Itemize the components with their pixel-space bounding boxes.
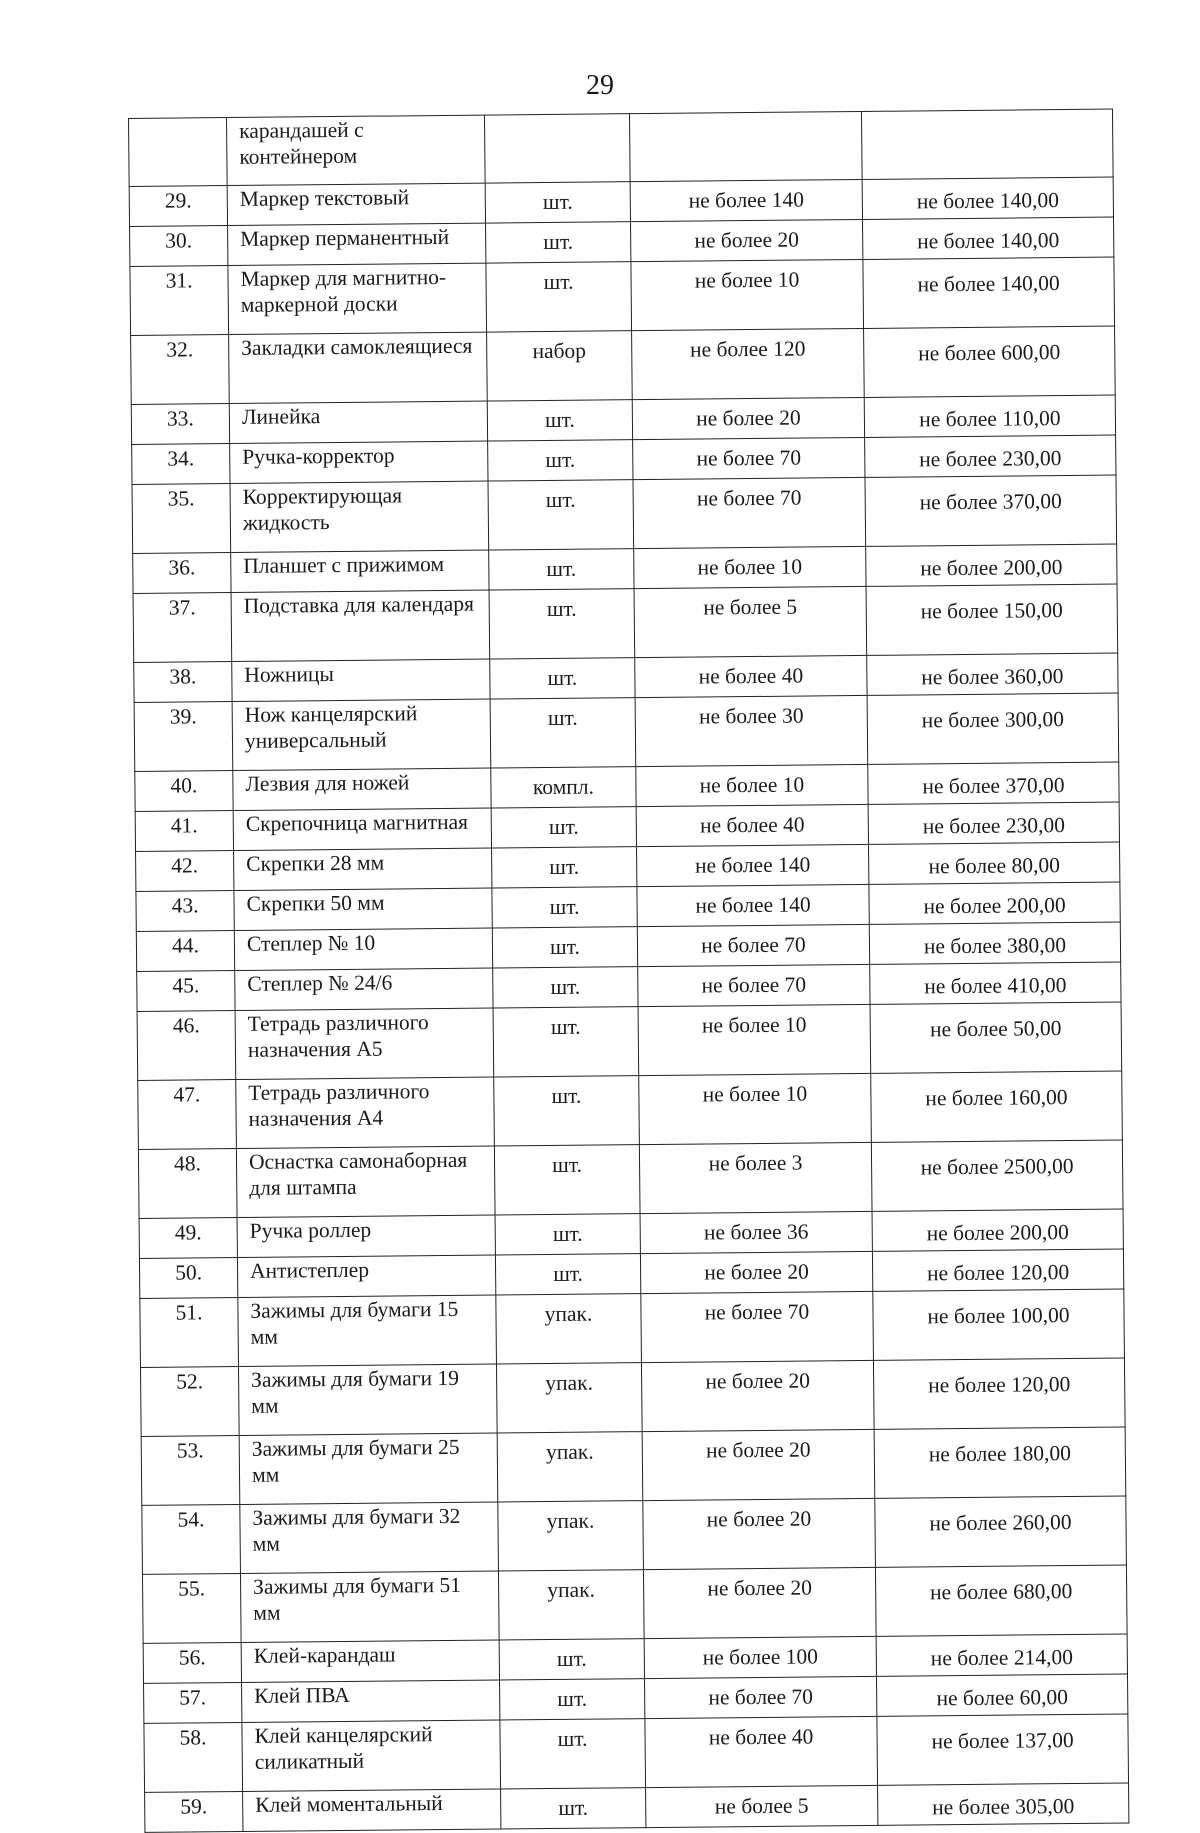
item-name: Маркер перманентный [228,223,486,265]
quantity-cell: не более 10 [636,764,868,806]
table-row [132,475,1117,553]
row-number: 41. [135,811,233,852]
item-name: Маркер текстовый [227,183,485,225]
item-name: Зажимы для бумаги 25 мм [239,1433,498,1504]
table-row [144,1714,1129,1792]
item-name: Тетрадь различного назначения А5 [235,1008,494,1079]
price-cell: не более 410,00 [870,962,1121,1004]
unit-cell: шт. [488,480,634,550]
item-name: Клей канцелярский силикатный [242,1720,501,1791]
price-cell: не более 230,00 [865,435,1116,477]
row-number: 59. [145,1791,243,1832]
table-row [131,326,1116,404]
quantity-cell: не более 70 [638,964,870,1006]
quantity-cell: не более 10 [639,1073,872,1144]
unit-cell: шт. [494,1145,640,1215]
unit-cell: шт. [495,1214,640,1255]
unit-cell: шт. [486,222,631,263]
price-cell: не более 110,00 [864,395,1115,437]
item-name: Закладки самоклеящиеся [229,332,488,403]
unit-cell: упак. [497,1432,643,1502]
price-cell: не более 600,00 [864,326,1116,397]
price-cell: не более 360,00 [867,653,1118,695]
row-number: 42. [136,851,234,892]
quantity-cell [629,111,862,181]
price-cell: не более 200,00 [872,1209,1123,1251]
row-number: 32. [131,335,230,405]
quantity-cell: не более 70 [633,437,865,479]
price-cell: не более 80,00 [869,842,1120,884]
price-cell: не более 370,00 [865,475,1117,546]
item-name: Тетрадь различного назначения А4 [236,1077,495,1148]
table-row [137,1002,1122,1080]
unit-cell: шт. [501,1788,646,1829]
item-name: Скрепки 50 мм [234,888,492,930]
unit-cell: шт. [499,1639,644,1680]
item-name: Подставка для календаря [231,590,490,661]
table-row-continued [129,109,1114,186]
unit-cell: компл. [491,767,636,808]
unit-cell: упак. [498,1570,644,1640]
item-name: Лезвия для ножей [233,768,491,810]
unit-cell: шт. [485,182,630,223]
price-cell: не более 60,00 [876,1674,1127,1716]
unit-cell: шт. [491,807,636,848]
price-cell: не более 120,00 [873,1358,1125,1429]
item-name: Ручка роллер [237,1215,495,1257]
row-number: 48. [138,1149,237,1219]
quantity-cell: не более 36 [640,1211,872,1253]
price-cell: не более 160,00 [871,1071,1123,1142]
row-number: 47. [138,1080,237,1150]
quantity-cell: не более 3 [639,1142,872,1213]
price-cell: не более 305,00 [878,1783,1129,1825]
quantity-cell: не более 70 [633,477,866,548]
row-number: 58. [144,1722,243,1792]
unit-cell: шт. [490,658,635,699]
table-row [142,1565,1127,1643]
quantity-cell: не более 70 [637,924,869,966]
price-cell: не более 180,00 [874,1427,1126,1498]
unit-cell: шт. [489,589,635,659]
quantity-cell: не более 140 [630,179,862,221]
item-name: Корректирующая жидкость [230,481,489,552]
row-number: 45. [137,971,235,1012]
row-number: 46. [137,1011,236,1081]
item-name: Ножницы [232,659,490,701]
item-name: Степлер № 10 [234,928,492,970]
row-number: 35. [132,484,231,554]
item-name: Степлер № 24/6 [235,968,493,1010]
unit-cell: шт. [493,967,638,1008]
row-number: 36. [133,553,231,594]
quantity-cell: не более 10 [634,546,866,588]
price-cell: не более 230,00 [868,802,1119,844]
price-cell: не более 300,00 [867,693,1119,764]
unit-cell: упак. [498,1501,644,1571]
row-number: 30. [130,226,228,267]
row-number: 31. [130,266,229,336]
price-cell: не более 2500,00 [871,1140,1123,1211]
table-row [138,1071,1123,1149]
item-name: Скрепки 28 мм [234,848,492,890]
price-cell [861,109,1113,179]
row-number: 34. [132,444,230,485]
item-name: Ручка-корректор [230,441,488,483]
item-name: Нож канцелярский универсальный [232,699,491,770]
price-cell: не более 140,00 [863,257,1115,328]
unit-cell: шт. [489,549,634,590]
quantity-cell: не более 70 [645,1676,877,1718]
quantity-cell: не более 20 [632,397,864,439]
quantity-cell: не более 10 [638,1004,871,1075]
price-cell: не более 140,00 [863,217,1114,259]
row-number: 37. [133,593,232,663]
unit-cell: упак. [496,1363,642,1433]
row-number: 53. [141,1435,240,1505]
item-name: Антистеплер [237,1255,495,1297]
page-number: 29 [586,70,614,101]
table-row [130,257,1115,335]
price-cell: не более 370,00 [868,762,1119,804]
quantity-cell: не более 70 [641,1291,874,1362]
price-cell: не более 260,00 [875,1496,1127,1567]
item-name: Линейка [229,401,487,443]
row-number: 43. [136,891,234,932]
item-name: Зажимы для бумаги 15 мм [238,1295,497,1366]
price-cell: не более 100,00 [873,1289,1125,1360]
quantity-cell: не более 10 [631,259,864,330]
price-cell: не более 214,00 [876,1634,1127,1676]
price-cell: не более 200,00 [869,882,1120,924]
unit-cell: шт. [495,1254,640,1295]
table-body [129,109,1129,1832]
item-name: Зажимы для бумаги 51 мм [240,1571,499,1642]
quantity-cell: не более 5 [634,586,867,657]
row-number: 39. [134,702,233,772]
row-number: 55. [142,1573,241,1643]
table-row [142,1496,1127,1574]
quantity-cell: не более 100 [644,1636,876,1678]
row-number: 33. [131,404,229,445]
quantity-cell: не более 120 [632,328,865,399]
unit-cell: шт. [492,887,637,928]
quantity-cell: не более 140 [637,884,869,926]
quantity-cell: не более 140 [637,844,869,886]
row-number: 49. [139,1218,237,1259]
quantity-cell: не более 20 [640,1251,872,1293]
row-number [129,118,228,187]
item-name: Клей ПВА [242,1680,500,1722]
table-row [145,1783,1129,1832]
table-row [140,1289,1125,1367]
unit-cell: шт. [492,847,637,888]
quantity-cell: не более 20 [631,219,863,261]
unit-cell: шт. [490,698,636,768]
item-name: карандашей с контейнером [227,115,486,185]
quantity-cell: не более 20 [642,1429,875,1500]
row-number: 52. [140,1366,239,1436]
quantity-cell: не более 40 [635,655,867,697]
quantity-cell: не более 40 [645,1716,878,1787]
price-cell: не более 50,00 [870,1002,1122,1073]
item-name: Клей моментальный [243,1789,501,1831]
row-number: 56. [143,1642,241,1683]
unit-cell: шт. [493,1007,639,1077]
item-name: Клей-карандаш [241,1640,499,1682]
quantity-cell: не более 20 [643,1498,876,1569]
item-name: Маркер для магнитно-маркерной доски [228,263,487,334]
row-number: 29. [129,186,227,227]
price-cell: не более 380,00 [869,922,1120,964]
unit-cell: упак. [496,1294,642,1364]
item-name: Оснастка самонаборная для штампа [236,1146,495,1217]
unit-cell: шт. [488,440,633,481]
price-cell: не более 120,00 [872,1249,1123,1291]
row-number: 57. [144,1682,242,1723]
price-cell: не более 140,00 [862,177,1113,219]
price-cell: не более 200,00 [866,544,1117,586]
document-sheet [128,109,1129,1833]
table-row [138,1140,1123,1218]
row-number: 54. [142,1504,241,1574]
unit-cell: шт. [486,262,632,332]
unit-cell: шт. [492,927,637,968]
price-cell: не более 680,00 [875,1565,1127,1636]
quantity-cell: не более 20 [643,1567,876,1638]
row-number: 51. [140,1298,239,1368]
unit-cell: шт. [487,400,632,441]
table-row [134,693,1119,771]
item-name: Зажимы для бумаги 32 мм [240,1502,499,1573]
price-cell: не более 137,00 [877,1714,1129,1785]
row-number: 44. [136,931,234,972]
row-number: 50. [139,1258,237,1299]
row-number: 38. [134,662,232,703]
quantity-cell: не более 20 [641,1360,874,1431]
unit-cell: набор [487,331,633,401]
supply-table [128,109,1129,1833]
item-name: Скрепочница магнитная [233,808,491,850]
item-name: Планшет с прижимом [231,550,489,592]
quantity-cell: не более 5 [646,1785,878,1827]
row-number: 40. [135,771,233,812]
unit-cell: шт. [494,1076,640,1146]
unit-cell [484,114,630,183]
table-row [133,584,1118,662]
table-row [141,1427,1126,1505]
table-row [140,1358,1125,1436]
item-name: Зажимы для бумаги 19 мм [238,1364,497,1435]
price-cell: не более 150,00 [866,584,1118,655]
unit-cell: шт. [500,1719,646,1789]
unit-cell: шт. [500,1679,645,1720]
quantity-cell: не более 30 [635,695,868,766]
quantity-cell: не более 40 [636,804,868,846]
